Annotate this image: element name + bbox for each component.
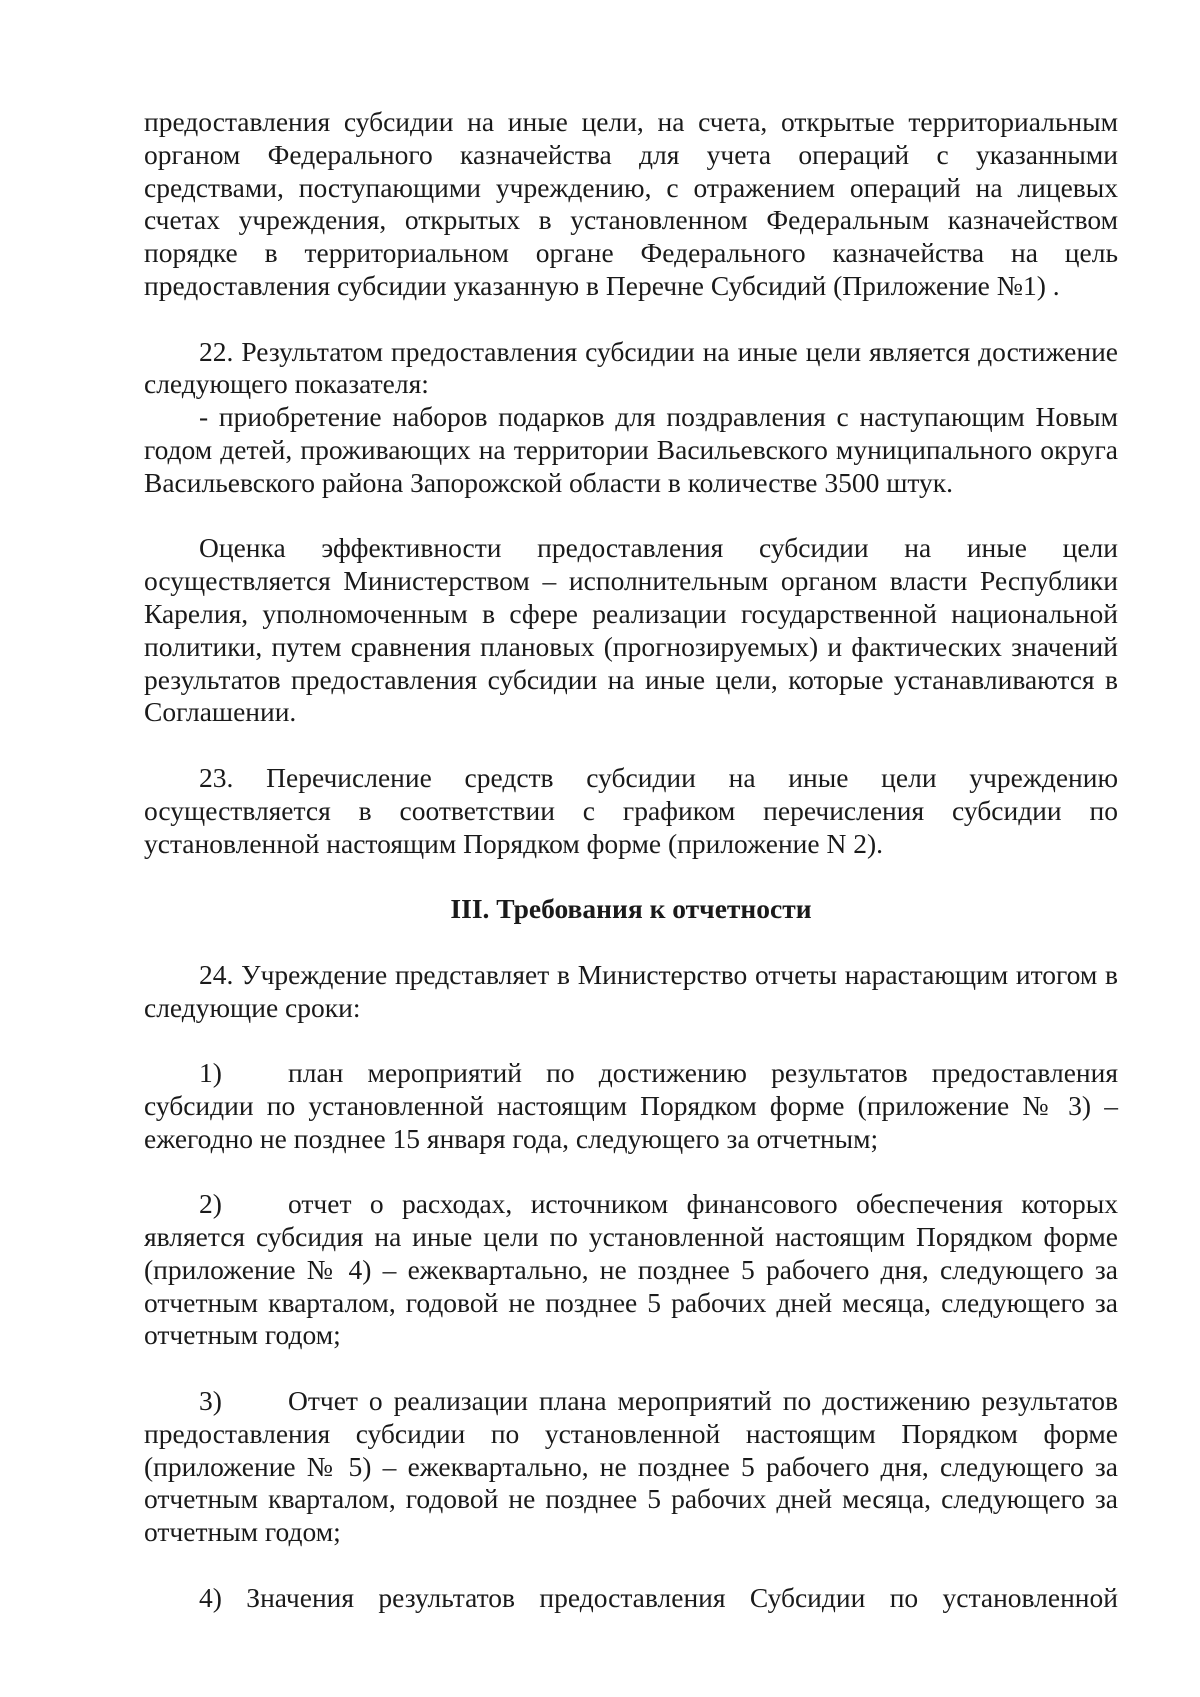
paragraph-last: 4) Значения результатов предоставления Субсидии по установленной <box>199 1581 1118 1613</box>
paragraph-22-item: - приобретение наборов подарков для поздравления с наступающим Новым годом детей, проживающих на территории Васильевского муниципального округа Васильевского района Запорожской области в количестве 3500 штук. <box>144 401 1118 498</box>
list-item-2 <box>144 1188 1118 1352</box>
list-item-number: 2) <box>199 1188 222 1220</box>
list-item-text: план мероприятий по достижению результатов предоставления субсидии по установленной настоящим Порядком форме (приложение № 3) – ежегодно не позднее 15 января года, следующего за отчетным; <box>144 1057 1118 1154</box>
document-page <box>144 106 1118 1615</box>
paragraph-continuation: предоставления субсидии на иные цели, на счета, открытые территориальным органом Федерального казначейства для учета операций с указанными средствами, поступающими учреждению, с отражением операций на лицевых счетах учреждения, открытых в установленном Федеральным казначейством порядке в территориальном органе Федерального казначейства на цель предоставления субсидии указанную в Перечне Субсидий (Приложение №1) . <box>144 106 1118 301</box>
paragraph-23: 23. Перечисление средств субсидии на иные цели учреждению осуществляется в соответствии с графиком перечисления субсидии по установленной настоящим Порядком форме (приложение N 2). <box>144 761 1118 859</box>
paragraph-evaluation: Оценка эффективности предоставления субсидии на иные цели осуществляется Министерством – исполнительным органом власти Республики Карелия, уполномоченным в сфере реализации государственной национальной политики, путем сравнения плановых (прогнозируемых) и фактических значений результатов предоставления субсидии на иные цели, которые устанавливаются в Соглашении. <box>144 532 1118 728</box>
list-item-3 <box>144 1385 1118 1549</box>
list-item-text: отчет о расходах, источником финансового обеспечения которых является субсидия на иные цели по установленной настоящим Порядком форме (приложение № 4) – ежеквартально, не позднее 5 рабочего дня, следующего за отчетным кварталом, годовой не позднее 5 рабочих дней месяца, следующего за отчетным годом; <box>144 1188 1118 1351</box>
paragraph-24: 24. Учреждение представляет в Министерство отчеты нарастающим итогом в следующие сроки: <box>144 958 1118 1023</box>
paragraph-22: 22. Результатом предоставления субсидии на иные цели является достижение следующего показателя: <box>144 335 1118 400</box>
list-item-number: 3) <box>199 1385 222 1417</box>
list-item-1 <box>144 1057 1118 1155</box>
section-heading: III. Требования к отчетности <box>450 893 812 925</box>
list-item-text: Отчет о реализации плана мероприятий по достижению результатов предоставления субсидии по установленной настоящим Порядком форме (приложение № 5) – ежеквартально, не позднее 5 рабочего дня, следующего за отчетным кварталом, годовой не позднее 5 рабочих дней месяца, следующего за отчетным годом; <box>144 1385 1118 1548</box>
list-item-number: 1) <box>199 1057 222 1089</box>
